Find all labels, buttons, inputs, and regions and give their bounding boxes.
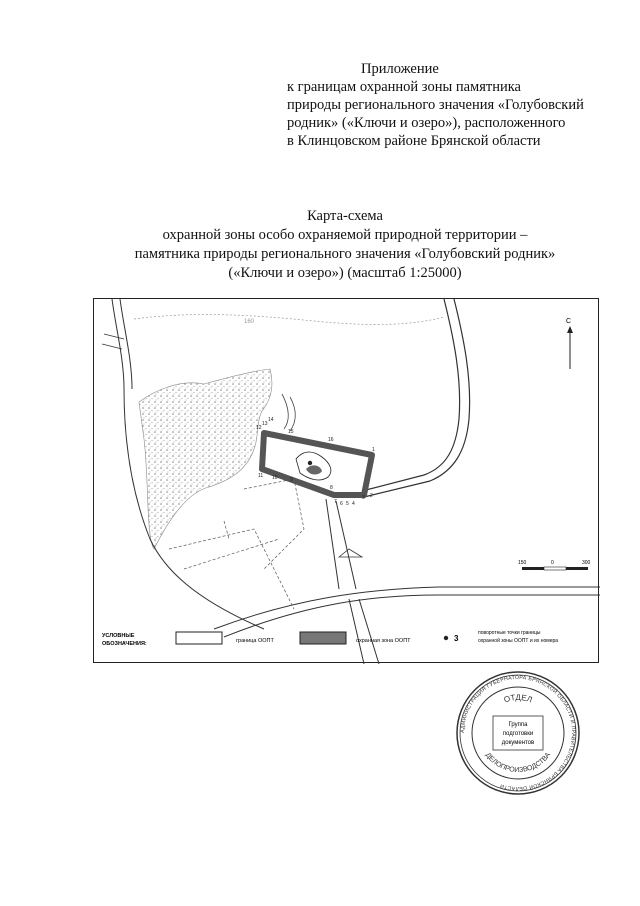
point-number: 9 [290,477,293,483]
river [290,397,295,431]
point-symbol: 3 [454,634,459,643]
svg-text:ДЕЛОПРОИЗВОДСТВА [484,751,552,774]
arrow-icon [567,326,573,333]
legend-title: УСЛОВНЫЕ [102,633,135,639]
stamp-top-text: ОТДЕЛ [502,692,534,705]
zone-swatch [300,632,346,644]
title-line: Карта-схема [307,208,383,224]
spring-icon [308,461,312,465]
point-number: 7 [334,499,337,505]
road [339,549,362,557]
road [326,499,339,589]
scale-bar [518,560,591,570]
point-number: 8 [330,485,333,491]
road [120,299,132,389]
title-line: («Ключи и озеро») (масштаб 1:25000) [228,265,462,281]
title-line: охранной зоны особо охраняемой природной территории – [162,227,528,243]
contour-label: 160 [244,319,255,325]
scale-label: 150 [518,560,527,566]
appendix-line: Приложение [361,61,439,77]
scale-label: 0 [551,560,554,566]
road [214,587,600,629]
appendix-line: природы регионального значения «Голубовский [287,97,584,113]
point-number: 2 [370,493,373,499]
point-number: 6 [340,501,343,507]
point-number: 11 [258,473,264,479]
svg-text:ОТДЕЛ [503,693,534,704]
point-label: поворотные точки границы [478,630,541,636]
north-arrow [566,318,573,369]
stamp-bottom-text: ДЕЛОПРОИЗВОДСТВА [483,751,553,775]
official-stamp [455,670,581,796]
dashed-path [184,539,279,569]
forest-area [139,369,272,549]
point-number: 4 [352,501,355,507]
point-number: 15 [288,429,294,435]
stamp-center-line: документов [501,740,535,746]
point-label: охранной зоны ООПТ и их номера [478,638,559,644]
point-number: 5 [346,501,349,507]
stamp-center-line: подготовки [502,731,534,737]
point-number: 1 [372,447,375,453]
zone-label: охранная зона ООПТ [356,638,411,644]
dashed-path [224,521,229,539]
north-label: С [566,318,572,325]
dashed-path [169,529,294,609]
stamp-ring-text: АДМИНИСТРАЦИЯ ГУБЕРНАТОРА БРЯНСКОЙ ОБЛАСТИ И ПРАВИТЕЛЬСТВА БРЯНСКОЙ ОБЛАСТИ [459,674,577,792]
road [336,501,356,589]
road [224,595,600,637]
road [362,299,460,491]
point-number: 12 [256,425,262,431]
contour-line [134,315,444,325]
point-number: 10 [272,475,278,481]
title-line: памятника природы регионального значения «Голубовский родник» [134,246,556,262]
appendix-header [287,60,617,150]
map-scheme [93,298,599,663]
appendix-line: в Клинцовском районе Брянской области [287,133,541,149]
point-marker-icon [444,636,448,640]
point-number: 14 [268,417,274,423]
scale-label: 300 [582,560,591,566]
road [364,299,470,497]
road [104,334,124,339]
point-number: 3 [362,495,365,501]
boundary-swatch [176,632,222,644]
stamp-center-line: Группа [508,722,528,728]
point-number: 13 [262,421,268,427]
road [102,344,122,349]
map-title [60,207,630,283]
dashed-path [244,479,304,569]
river [282,394,288,429]
appendix-line: к границам охранной зоны памятника [287,79,521,95]
appendix-line: родник» («Ключи и озеро»), расположенного [287,115,566,131]
legend [102,630,558,647]
point-number: 16 [328,437,334,443]
legend-title: ОБОЗНАЧЕНИЯ: [102,641,147,647]
boundary-label: граница ООПТ [236,638,274,644]
